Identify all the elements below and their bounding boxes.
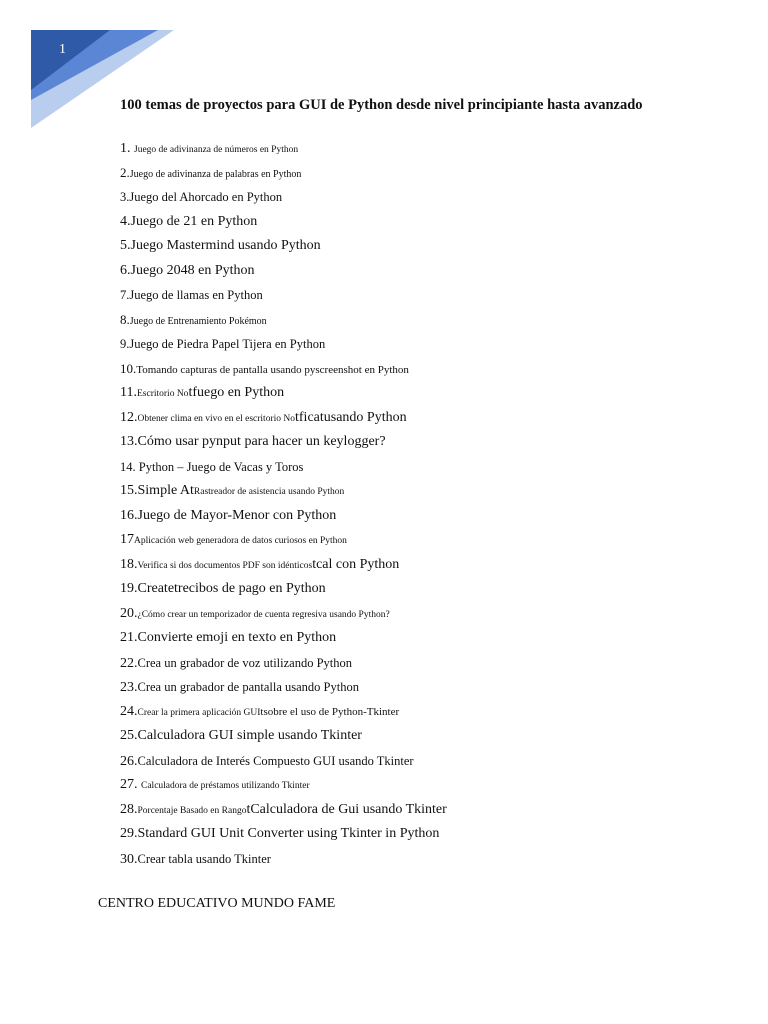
list-item: 22.Crea un grabador de voz utilizando Python (120, 655, 353, 671)
list-item: 25.Calculadora GUI simple usando Tkinter (120, 728, 362, 743)
list-item: 23.Crea un grabador de pantalla usando Python (120, 680, 359, 695)
list-item: 1. Juego de adivinanza de números en Python (120, 141, 299, 156)
footer-organization: CENTRO EDUCATIVO MUNDO FAME (98, 896, 336, 911)
list-item: 6.Juego 2048 en Python (120, 262, 255, 278)
list-item: 12.Obtener clima en vivo en el escritorio Notficatusando Python (120, 409, 407, 425)
list-item: 17Aplicación web generadora de datos curiosos en Python (120, 532, 347, 547)
project-list (120, 136, 447, 871)
list-item: 3.Juego del Ahorcado en Python (120, 190, 283, 204)
list-item: 16.Juego de Mayor-Menor con Python (120, 507, 337, 523)
list-item: 10.Tomando capturas de pantalla usando pyscreenshot en Python (120, 360, 409, 376)
list-item: 21.Convierte emoji en texto en Python (120, 630, 337, 645)
document-title: 100 temas de proyectos para GUI de Python desde nivel principiante hasta avanzado (120, 97, 643, 113)
list-item: 8.Juego de Entrenamiento Pokémon (120, 311, 267, 327)
list-item: 14. Python – Juego de Vacas y Toros (120, 459, 304, 474)
list-item: 27. Calculadora de préstamos utilizando Tkinter (120, 777, 310, 792)
list-item: 19.Createtrecibos de pago en Python (120, 581, 326, 596)
list-item: 26.Calculadora de Interés Compuesto GUI usando Tkinter (120, 753, 414, 769)
list-item: 20.¿Cómo crear un temporizador de cuenta regresiva usando Python? (120, 605, 390, 621)
page-number: 1 (59, 42, 66, 57)
list-item: 29.Standard GUI Unit Converter using Tkinter in Python (120, 826, 440, 841)
corner-decoration (0, 0, 200, 140)
list-item: 9.Juego de Piedra Papel Tijera en Python (120, 337, 326, 351)
list-item: 15.Simple AtRastreador de asistencia usando Python (120, 483, 345, 498)
list-item: 5.Juego Mastermind usando Python (120, 238, 321, 253)
list-item: 4.Juego de 21 en Python (120, 213, 258, 229)
list-item: 30.Crear tabla usando Tkinter (120, 851, 271, 867)
list-item: 24.Crear la primera aplicación GUItsobre el uso de Python-Tkinter (120, 703, 400, 719)
list-item: 2.Juego de adivinanza de palabras en Python (120, 164, 302, 180)
list-item: 28.Porcentaje Basado en RangotCalculadora de Gui usando Tkinter (120, 801, 447, 817)
list-item: 13.Cómo usar pynput para hacer un keylogger? (120, 434, 386, 449)
list-item: 11.Escritorio Notfuego en Python (120, 385, 285, 400)
list-item: 18.Verifica si dos documentos PDF son idénticostcal con Python (120, 556, 400, 572)
list-item: 7.Juego de llamas en Python (120, 288, 263, 302)
